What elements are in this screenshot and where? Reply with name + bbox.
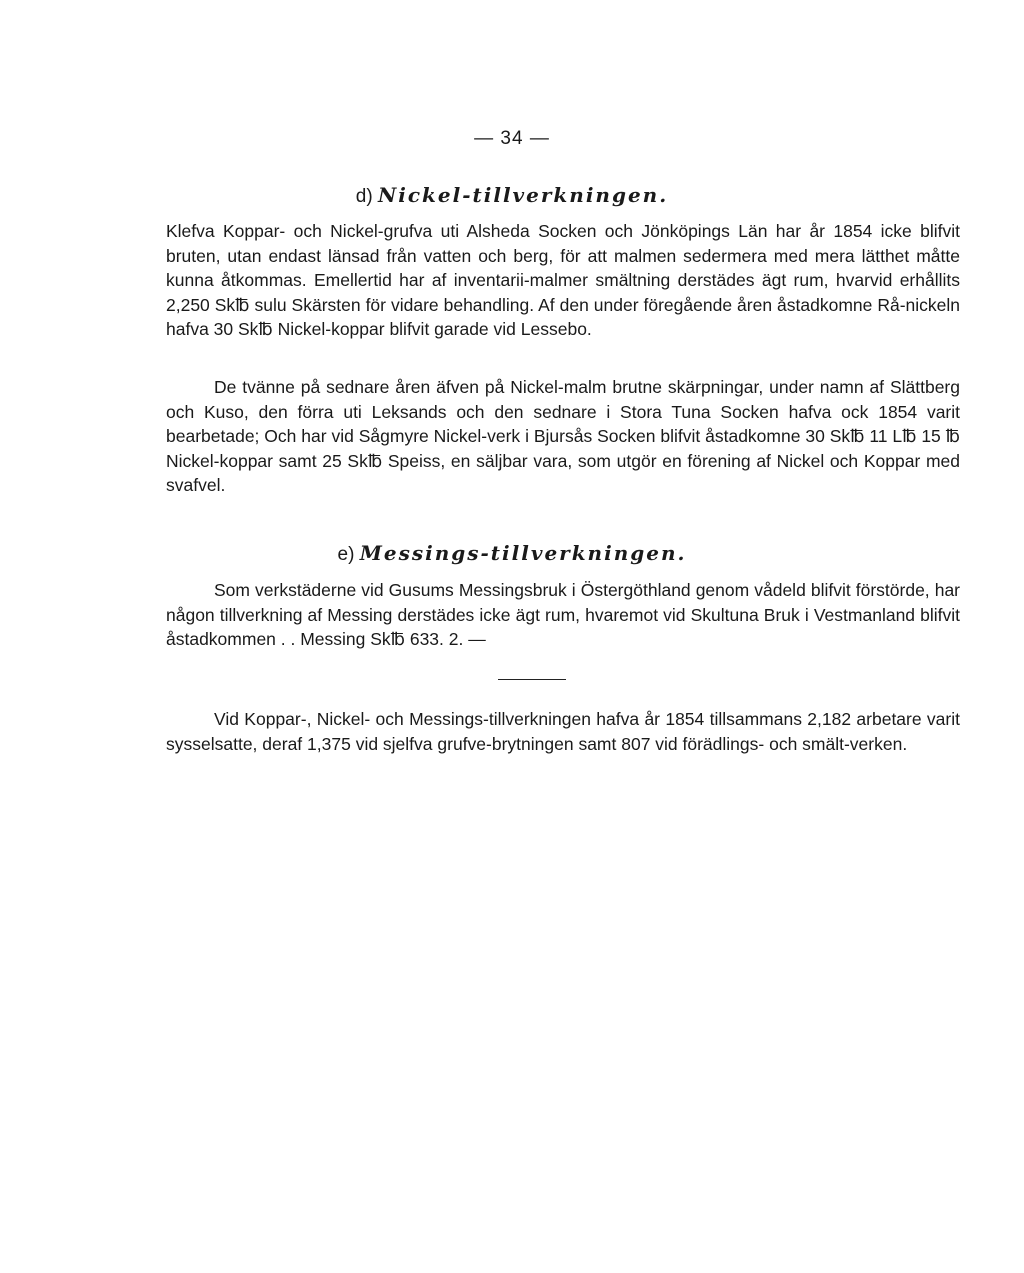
section-label: e) [337,544,355,565]
page-number: — 34 — [474,128,550,149]
section-heading-messing [0,541,1024,566]
paragraph: Klefva Koppar- och Nickel-grufva uti Alsheda Socken och Jönköpings Län har år 1854 icke blifvit bruten, utan endast länsad från vatten och berg, för att malmen sedermera med mera lätthet måtte kunna åtkommas. Emellertid har af inventarii-malmer smältning derstädes ägt rum, hvarvid erhållits 2,250 Sk℔ sulu Skärsten för vidare behandling. Af den under föregående åren åstadkomne Rå-nickeln hafva 30 Sk℔ Nickel-koppar blifvit garade vid Lessebo. [166,221,960,339]
section-title: Messings-tillverkningen. [359,541,687,565]
section-heading-nickel [0,183,1024,208]
closing-paragraph: Vid Koppar-, Nickel- och Messings-tillverkningen hafva år 1854 tillsammans 2,182 arbetare varit sysselsatte, deraf 1,375 vid sjelfva grufve-brytningen samt 807 vid förädlings- och smält-verken. [166,709,960,754]
paragraph: Som verkstäderne vid Gusums Messingsbruk i Östergöthland genom vådeld blifvit förstörde, har någon tillverkning af Messing derstädes icke ägt rum, hvaremot vid Skultuna Bruk i Vestmanland blifvit åstadkommen . . Messing Sk℔ 633. 2. — [166,580,960,649]
section-label: d) [355,186,373,207]
section-title: Nickel-tillverkningen. [377,183,669,207]
section-divider [498,679,566,680]
paragraph: De tvänne på sednare åren äfven på Nickel-malm brutne skärpningar, under namn af Slättberg och Kuso, den förra uti Leksands och den sednare i Stora Tuna Socken hafva ock 1854 varit bearbetade; Och har vid Sågmyre Nickel-verk i Bjursås Socken blifvit åstadkomne 30 Sk℔ 11 L℔ 15 ℔ Nickel-koppar samt 25 Sk℔ Speiss, en säljbar vara, som utgör en förening af Nickel och Koppar med svafvel. [166,377,960,495]
